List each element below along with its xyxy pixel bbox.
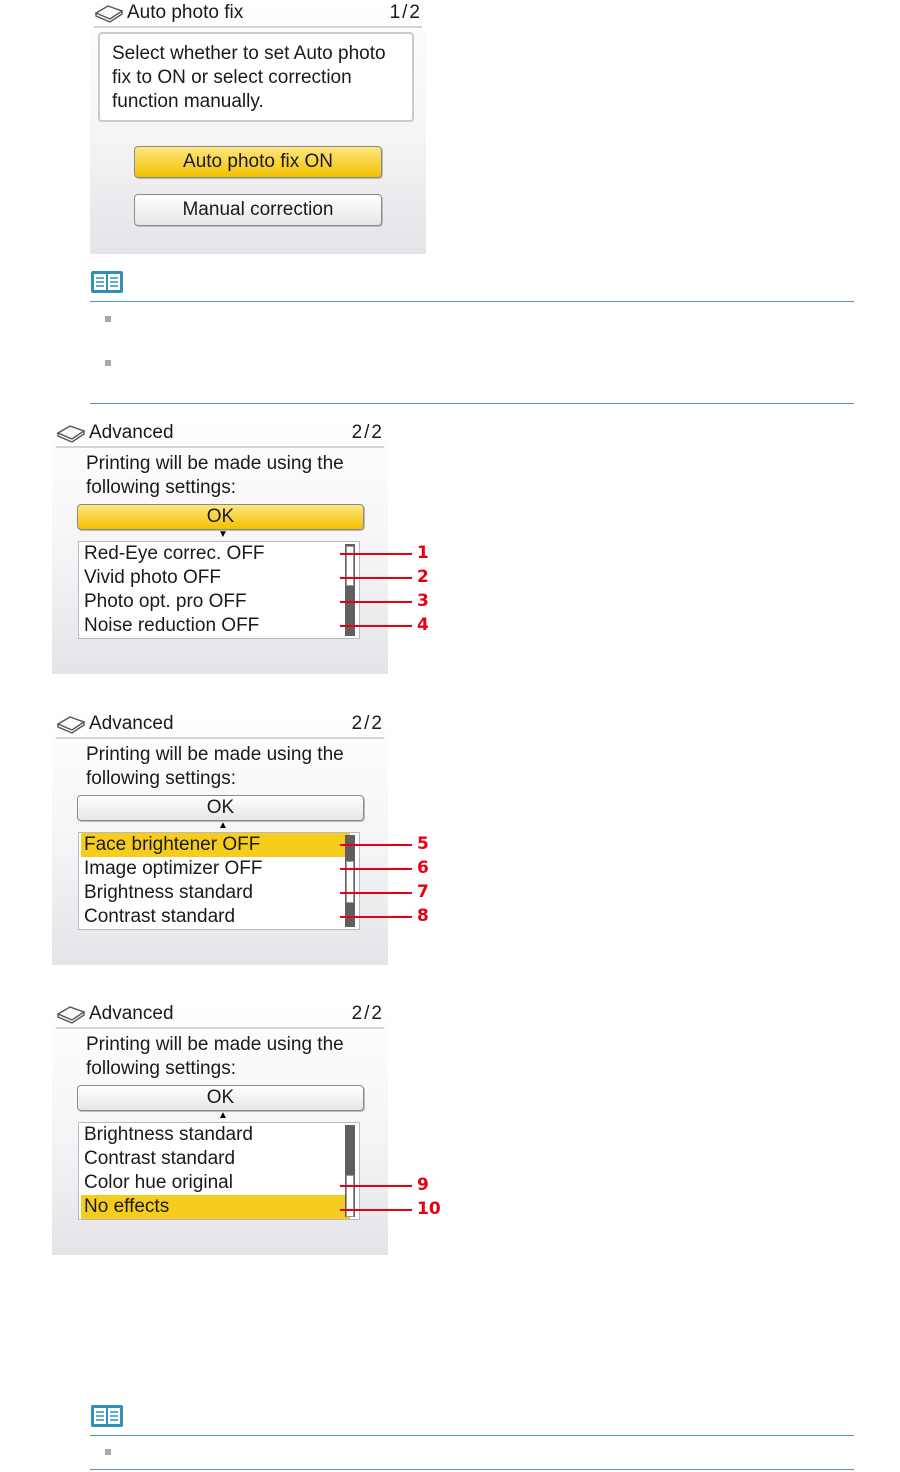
screen-title: Advanced — [89, 422, 174, 443]
note-book-icon — [90, 1404, 124, 1428]
settings-list — [78, 541, 360, 639]
note-top-rule — [90, 1435, 854, 1436]
settings-list — [78, 832, 360, 930]
message-line: following settings: — [86, 477, 236, 498]
ok-button[interactable]: OK — [77, 1085, 364, 1111]
list-item[interactable]: Color hue original — [84, 1172, 233, 1193]
ok-button[interactable]: OK — [77, 504, 364, 530]
screen-title: Advanced — [89, 1003, 174, 1024]
paper-tray-icon — [94, 3, 124, 23]
callout-line — [340, 892, 412, 894]
list-item-selected[interactable]: No effects — [81, 1195, 350, 1219]
note-bullet — [105, 316, 111, 322]
list-item[interactable]: Image optimizer OFF — [84, 858, 263, 879]
settings-message — [86, 1033, 344, 1081]
screen-title-bar — [56, 420, 384, 448]
settings-list — [78, 1122, 360, 1220]
advanced-screen-3 — [52, 1001, 388, 1255]
list-item[interactable]: Photo opt. pro OFF — [84, 591, 247, 612]
scrollbar[interactable] — [345, 544, 355, 636]
ok-button[interactable]: OK — [77, 795, 364, 821]
callout-line — [340, 868, 412, 870]
message-line: Printing will be made using the — [86, 453, 344, 474]
auto-photo-fix-on-button[interactable]: Auto photo fix ON — [134, 146, 382, 178]
paper-tray-icon — [56, 423, 86, 443]
page-indicator: 2/2 — [351, 1003, 384, 1024]
paper-tray-icon — [56, 714, 86, 734]
callout-number: 2 — [417, 567, 429, 587]
callout-line — [340, 577, 412, 579]
callout-line — [340, 916, 412, 918]
callout-number: 9 — [417, 1175, 429, 1195]
message-line: following settings: — [86, 768, 236, 789]
callout-number: 3 — [417, 591, 429, 611]
scroll-up-arrow-icon[interactable]: ▲ — [218, 820, 228, 831]
scrollbar[interactable] — [345, 1125, 355, 1217]
callout-line — [340, 844, 412, 846]
note-bottom-rule — [90, 1469, 854, 1470]
note-book-icon — [90, 270, 124, 294]
callout-number: 6 — [417, 858, 429, 878]
screen-title: Advanced — [89, 713, 174, 734]
instruction-message: Select whether to set Auto photo fix to ON or select correction function manually. — [98, 32, 414, 122]
callout-line — [340, 625, 412, 627]
callout-line — [340, 1209, 412, 1211]
list-item[interactable]: Vivid photo OFF — [84, 567, 221, 588]
callout-line — [340, 553, 412, 555]
list-item[interactable]: Contrast standard — [84, 1148, 236, 1169]
callout-number: 7 — [417, 882, 429, 902]
note-bottom-rule — [90, 403, 854, 404]
manual-correction-button[interactable]: Manual correction — [134, 194, 382, 226]
message-line: following settings: — [86, 1058, 236, 1079]
auto-photo-fix-screen — [90, 0, 426, 254]
list-item-selected[interactable]: Face brightener OFF — [81, 833, 350, 857]
scrollbar[interactable] — [345, 835, 355, 927]
note-top-rule — [90, 301, 854, 302]
list-item[interactable]: Brightness standard — [84, 882, 253, 903]
callout-number: 10 — [417, 1199, 441, 1219]
settings-message — [86, 743, 344, 791]
screen-title-bar — [94, 0, 422, 28]
screen-title-bar — [56, 711, 384, 739]
paper-tray-icon — [56, 1004, 86, 1024]
page-indicator: 1/2 — [389, 2, 422, 23]
advanced-screen-1 — [52, 420, 388, 674]
scroll-down-arrow-icon[interactable]: ▼ — [218, 529, 228, 540]
screen-title: Auto photo fix — [127, 2, 244, 23]
page-indicator: 2/2 — [351, 422, 384, 443]
scroll-up-arrow-icon[interactable]: ▲ — [218, 1110, 228, 1121]
callout-line — [340, 601, 412, 603]
screen-title-bar — [56, 1001, 384, 1029]
list-item[interactable]: Contrast standard — [84, 906, 236, 927]
callout-number: 4 — [417, 615, 429, 635]
callout-number: 8 — [417, 906, 429, 926]
message-line: Printing will be made using the — [86, 1034, 344, 1055]
advanced-screen-2 — [52, 711, 388, 965]
note-bullet — [105, 360, 111, 366]
callout-number: 1 — [417, 543, 429, 563]
page-indicator: 2/2 — [351, 713, 384, 734]
callout-number: 5 — [417, 834, 429, 854]
scroll-thumb[interactable] — [346, 546, 354, 586]
list-item[interactable]: Red-Eye correc. OFF — [84, 543, 265, 564]
settings-message — [86, 452, 344, 500]
list-item[interactable]: Brightness standard — [84, 1124, 253, 1145]
list-item[interactable]: Noise reduction OFF — [84, 615, 260, 636]
note-bullet — [105, 1449, 111, 1455]
message-line: Printing will be made using the — [86, 744, 344, 765]
callout-line — [340, 1185, 412, 1187]
